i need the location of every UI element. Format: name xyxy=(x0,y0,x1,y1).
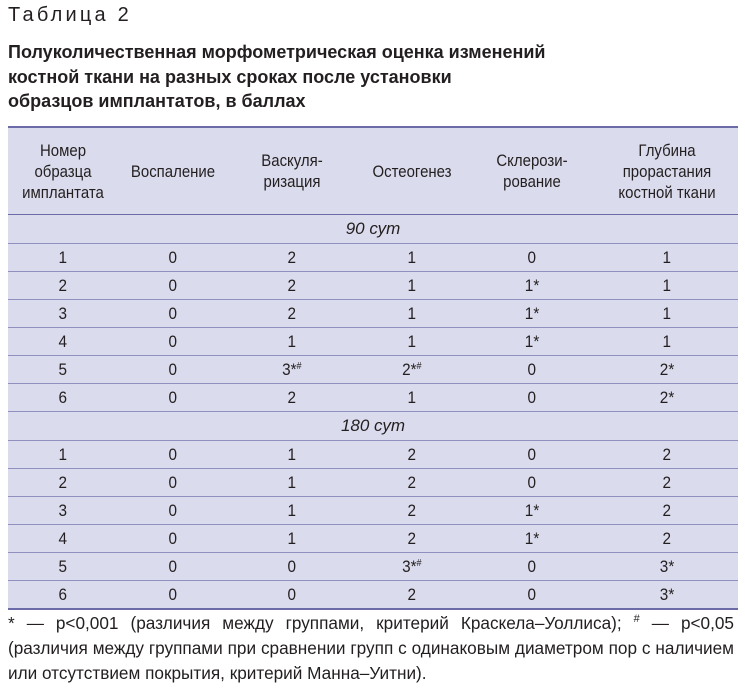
table-cell xyxy=(356,525,468,553)
table-cell xyxy=(8,244,118,272)
group-row xyxy=(8,215,738,244)
cell-text: 0 xyxy=(168,584,178,604)
table-cell xyxy=(596,272,738,300)
cell-value xyxy=(408,473,417,493)
cell-text: 1 xyxy=(287,331,297,351)
table-caption xyxy=(8,40,708,114)
cell-value xyxy=(169,276,178,296)
cell-value xyxy=(663,248,672,268)
table-cell xyxy=(468,525,596,553)
table-cell xyxy=(596,581,738,609)
column-header-line: Остеогенез xyxy=(372,161,452,181)
cell-value xyxy=(663,332,672,352)
column-header xyxy=(363,128,462,215)
cell-value xyxy=(402,557,421,577)
cell-value xyxy=(528,557,537,577)
column-header-line: Номер xyxy=(39,140,87,160)
cell-text: 1* xyxy=(524,528,540,548)
cell-text: 1 xyxy=(662,331,672,351)
table-cell xyxy=(228,272,356,300)
table-cell xyxy=(468,272,596,300)
table-cell xyxy=(8,328,118,356)
cell-text: 3* xyxy=(659,584,675,604)
table-cell xyxy=(356,300,468,328)
cell-text: 2* xyxy=(659,387,675,407)
cell-text: 2 xyxy=(287,247,297,267)
column-header-line: Васкуля- xyxy=(261,151,323,170)
table-cell xyxy=(8,356,118,384)
cell-text: 0 xyxy=(168,331,178,351)
column-header xyxy=(605,128,730,215)
table-cell xyxy=(468,497,596,525)
cell-text: 3* xyxy=(659,556,675,576)
table-cell xyxy=(8,272,118,300)
cell-text: 0 xyxy=(168,275,178,295)
column-header-line: Склерози- xyxy=(496,151,568,170)
table-cell xyxy=(596,244,738,272)
column-header-line: прорастания xyxy=(622,161,712,181)
table-cell xyxy=(596,356,738,384)
cell-value xyxy=(169,445,178,465)
cell-value xyxy=(59,557,68,577)
table-cell xyxy=(356,553,468,581)
cell-text: 0 xyxy=(168,528,178,548)
cell-value xyxy=(408,501,417,521)
cell-text: 0 xyxy=(168,556,178,576)
cell-text: 1 xyxy=(407,247,417,267)
footnote-star-mark: * xyxy=(8,613,15,633)
table-cell xyxy=(8,553,118,581)
cell-text: 0 xyxy=(168,303,178,323)
table-row xyxy=(8,581,738,609)
table-cell xyxy=(118,441,228,469)
cell-value xyxy=(169,585,178,605)
cell-value xyxy=(408,332,417,352)
cell-value xyxy=(660,360,674,380)
cell-value xyxy=(528,585,537,605)
cell-text: 1 xyxy=(287,444,297,464)
table-cell xyxy=(468,581,596,609)
cell-value xyxy=(59,473,68,493)
cell-value xyxy=(169,248,178,268)
column-header-line: костной ткани xyxy=(618,182,716,202)
cell-value xyxy=(660,585,674,605)
table-cell xyxy=(596,441,738,469)
cell-text: 2 xyxy=(662,500,672,520)
column-header-line: Глубина xyxy=(638,140,696,160)
cell-text: 4 xyxy=(58,528,68,548)
table-row xyxy=(8,469,738,497)
table-cell xyxy=(356,244,468,272)
cell-value xyxy=(525,529,539,549)
table-cell xyxy=(228,469,356,497)
cell-text: 0 xyxy=(287,556,297,576)
cell-text: 0 xyxy=(527,556,537,576)
cell-text: 1 xyxy=(662,303,672,323)
cell-value xyxy=(663,276,672,296)
table-cell xyxy=(118,300,228,328)
cell-text: 0 xyxy=(168,444,178,464)
table-cell xyxy=(8,525,118,553)
cell-value xyxy=(528,248,537,268)
table-row xyxy=(8,441,738,469)
cell-text: 0 xyxy=(527,247,537,267)
table-row xyxy=(8,525,738,553)
table-cell xyxy=(356,328,468,356)
table-cell xyxy=(356,441,468,469)
cell-superscript: # xyxy=(296,360,302,372)
table-cell xyxy=(8,384,118,412)
table-cell xyxy=(468,553,596,581)
table-cell xyxy=(596,384,738,412)
cell-text: 2 xyxy=(662,444,672,464)
footnote-hash-text: — p<0,05 (различия между группами при сравнении групп с одинаковым диаметром пор с наличием или отсутствием покрытия, критерий Манна–Уитни). xyxy=(8,613,734,683)
group-row xyxy=(8,412,738,441)
cell-text: 1* xyxy=(524,500,540,520)
cell-value xyxy=(288,445,297,465)
cell-text: 2 xyxy=(407,528,417,548)
table-cell xyxy=(8,469,118,497)
caption-line: костной ткани на разных сроках после установки xyxy=(8,66,452,87)
cell-text: 2 xyxy=(662,472,672,492)
cell-value xyxy=(169,360,178,380)
cell-text: 0 xyxy=(527,359,537,379)
cell-text: 1* xyxy=(524,275,540,295)
cell-text: 4 xyxy=(58,331,68,351)
cell-text: 1 xyxy=(407,275,417,295)
table-cell xyxy=(468,469,596,497)
cell-text: 1 xyxy=(287,500,297,520)
table-cell xyxy=(228,441,356,469)
cell-text: 1 xyxy=(287,528,297,548)
table-cell xyxy=(228,300,356,328)
table-cell xyxy=(356,497,468,525)
cell-value xyxy=(408,248,417,268)
cell-text: 2 xyxy=(407,500,417,520)
table-cell xyxy=(118,553,228,581)
cell-value xyxy=(59,332,68,352)
table-row xyxy=(8,244,738,272)
table-cell xyxy=(118,272,228,300)
table-cell xyxy=(596,328,738,356)
table-cell xyxy=(356,469,468,497)
cell-value xyxy=(525,501,539,521)
cell-text: 6 xyxy=(58,584,68,604)
table-cell xyxy=(118,497,228,525)
cell-value xyxy=(59,304,68,324)
table-row xyxy=(8,553,738,581)
cell-text: 2 xyxy=(58,472,68,492)
table-cell xyxy=(228,384,356,412)
cell-text: 3* xyxy=(402,556,417,576)
cell-value xyxy=(169,529,178,549)
table-row xyxy=(8,384,738,412)
table-cell xyxy=(228,244,356,272)
cell-value xyxy=(528,388,537,408)
table-cell xyxy=(468,384,596,412)
cell-value xyxy=(169,557,178,577)
cell-text: 1 xyxy=(58,444,68,464)
cell-value xyxy=(288,276,297,296)
column-header-line: ризация xyxy=(263,172,321,191)
cell-text: 2 xyxy=(58,275,68,295)
column-header xyxy=(236,128,349,215)
cell-value xyxy=(59,529,68,549)
table-cell xyxy=(468,300,596,328)
cell-text: 1* xyxy=(524,331,540,351)
cell-value xyxy=(59,248,68,268)
table-cell xyxy=(468,328,596,356)
cell-text: 0 xyxy=(527,584,537,604)
cell-value xyxy=(169,473,178,493)
cell-text: 2* xyxy=(659,359,675,379)
cell-text: 1 xyxy=(662,247,672,267)
cell-text: 0 xyxy=(168,247,178,267)
cell-text: 2 xyxy=(287,387,297,407)
cell-value xyxy=(169,332,178,352)
cell-value xyxy=(288,248,297,268)
table-body xyxy=(8,215,738,609)
table-cell xyxy=(356,581,468,609)
group-label: 180 сут xyxy=(340,416,406,435)
cell-text: 2 xyxy=(407,584,417,604)
cell-text: 3* xyxy=(282,359,297,379)
table-row xyxy=(8,497,738,525)
footnote xyxy=(8,611,734,686)
table-cell xyxy=(8,497,118,525)
table-label: Таблица 2 xyxy=(8,4,132,26)
cell-text: 2 xyxy=(407,444,417,464)
cell-text: 1 xyxy=(287,472,297,492)
cell-value xyxy=(59,501,68,521)
footnote-star-text: — p<0,001 (различия между группами, критерий Краскела–Уоллиса); xyxy=(14,613,634,633)
cell-value xyxy=(169,304,178,324)
cell-superscript: # xyxy=(416,557,422,569)
cell-text: 0 xyxy=(168,472,178,492)
table-cell xyxy=(596,469,738,497)
cell-text: 2 xyxy=(287,303,297,323)
cell-value xyxy=(663,501,672,521)
table-row xyxy=(8,272,738,300)
footnote-hash-mark: # xyxy=(633,613,640,625)
cell-value xyxy=(408,276,417,296)
cell-text: 0 xyxy=(287,584,297,604)
cell-value xyxy=(525,332,539,352)
column-header-line: Воспаление xyxy=(130,161,216,181)
cell-value xyxy=(408,445,417,465)
cell-text: 0 xyxy=(168,500,178,520)
cell-value xyxy=(169,501,178,521)
column-header xyxy=(125,128,222,215)
cell-value xyxy=(408,304,417,324)
cell-value xyxy=(528,473,537,493)
cell-text: 0 xyxy=(527,387,537,407)
column-header xyxy=(15,128,112,215)
table-cell xyxy=(8,300,118,328)
cell-text: 3 xyxy=(58,303,68,323)
cell-text: 1 xyxy=(58,247,68,267)
cell-value xyxy=(660,388,674,408)
cell-superscript: # xyxy=(416,360,422,372)
cell-value xyxy=(663,529,672,549)
table-cell xyxy=(228,553,356,581)
column-header-line: образца xyxy=(34,161,92,181)
data-table-container xyxy=(8,126,738,610)
header-row xyxy=(8,128,738,215)
cell-value xyxy=(288,332,297,352)
cell-value xyxy=(169,388,178,408)
table-cell xyxy=(228,497,356,525)
cell-value xyxy=(288,557,297,577)
cell-text: 5 xyxy=(58,359,68,379)
cell-text: 3 xyxy=(58,500,68,520)
cell-value xyxy=(288,529,297,549)
cell-value xyxy=(288,585,297,605)
table-cell xyxy=(228,525,356,553)
cell-value xyxy=(525,304,539,324)
cell-text: 0 xyxy=(168,359,178,379)
cell-text: 0 xyxy=(527,444,537,464)
table-cell xyxy=(8,441,118,469)
table-row xyxy=(8,300,738,328)
cell-value xyxy=(59,445,68,465)
cell-text: 1 xyxy=(407,331,417,351)
cell-value xyxy=(282,360,301,380)
table-cell xyxy=(228,328,356,356)
cell-value xyxy=(525,276,539,296)
cell-value xyxy=(408,529,417,549)
table-cell xyxy=(596,300,738,328)
cell-value xyxy=(288,501,297,521)
cell-value xyxy=(402,360,421,380)
column-header xyxy=(476,128,589,215)
cell-value xyxy=(663,445,672,465)
table-cell xyxy=(118,581,228,609)
cell-value xyxy=(663,304,672,324)
cell-value xyxy=(663,473,672,493)
cell-value xyxy=(528,445,537,465)
cell-value xyxy=(528,360,537,380)
table-cell xyxy=(8,581,118,609)
table-cell xyxy=(356,384,468,412)
cell-text: 1* xyxy=(524,303,540,323)
cell-text: 2 xyxy=(407,472,417,492)
table-cell xyxy=(596,553,738,581)
cell-text: 0 xyxy=(168,387,178,407)
cell-value xyxy=(59,585,68,605)
column-header-line: рование xyxy=(503,172,561,191)
caption-line: образцов имплантатов, в баллах xyxy=(8,91,306,111)
cell-text: 1 xyxy=(407,387,417,407)
table-cell xyxy=(596,525,738,553)
cell-value xyxy=(59,360,68,380)
table-cell xyxy=(228,356,356,384)
table-cell xyxy=(596,497,738,525)
cell-value xyxy=(288,304,297,324)
table-cell xyxy=(118,328,228,356)
group-label: 90 сут xyxy=(345,219,401,238)
table-row xyxy=(8,356,738,384)
cell-value xyxy=(408,388,417,408)
table-cell xyxy=(118,356,228,384)
cell-text: 1 xyxy=(407,303,417,323)
table-cell xyxy=(468,356,596,384)
table-cell xyxy=(468,441,596,469)
cell-text: 6 xyxy=(58,387,68,407)
table-cell xyxy=(118,525,228,553)
table-cell xyxy=(356,356,468,384)
table-cell xyxy=(356,272,468,300)
cell-value xyxy=(408,585,417,605)
column-header-line: имплантата xyxy=(22,182,104,202)
cell-value xyxy=(59,276,68,296)
cell-text: 5 xyxy=(58,556,68,576)
table-cell xyxy=(118,244,228,272)
cell-text: 2 xyxy=(287,275,297,295)
cell-value xyxy=(59,388,68,408)
cell-value xyxy=(288,388,297,408)
table-cell xyxy=(468,244,596,272)
morphometric-table xyxy=(8,128,738,608)
cell-value xyxy=(660,557,674,577)
table-cell xyxy=(228,581,356,609)
cell-text: 2 xyxy=(662,528,672,548)
table-cell xyxy=(118,469,228,497)
cell-value xyxy=(288,473,297,493)
table-row xyxy=(8,328,738,356)
cell-text: 2* xyxy=(402,359,417,379)
caption-line: Полуколичественная морфометрическая оценка изменений xyxy=(8,42,546,62)
cell-text: 1 xyxy=(662,275,672,295)
cell-text: 0 xyxy=(527,472,537,492)
table-cell xyxy=(118,384,228,412)
